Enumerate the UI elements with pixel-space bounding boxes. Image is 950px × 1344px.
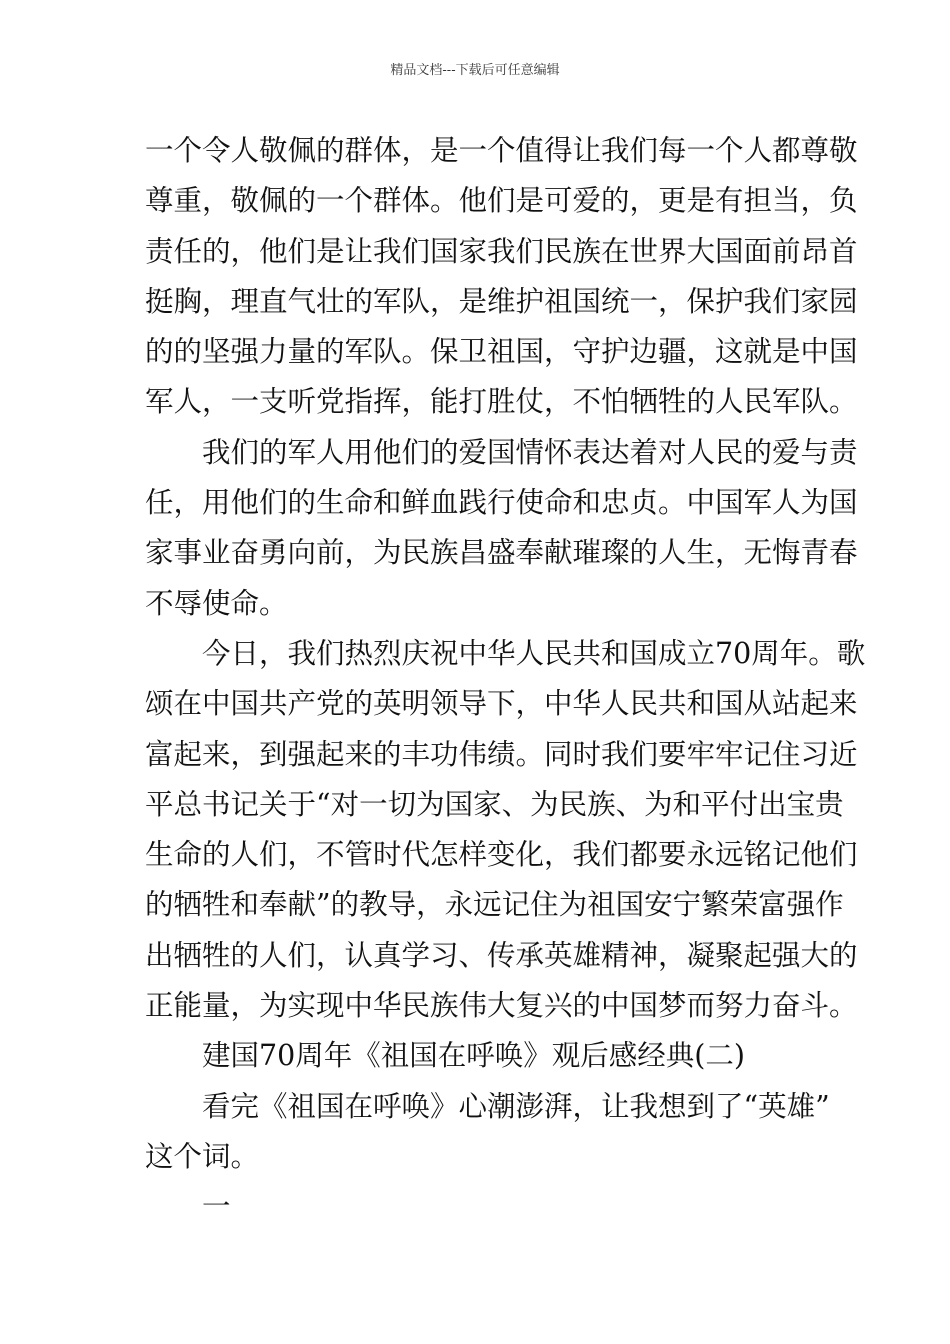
text-line: 军人，一支听党指挥，能打胜仗，不怕牺牲的人民军队。: [145, 385, 858, 419]
text-line: 平总书记关于“对一切为国家、为民族、为和平付出宝贵: [145, 787, 844, 821]
paragraph-first-line: 一: [202, 1190, 231, 1224]
paragraph-first-line: 看完《祖国在呼唤》心潮澎湃，让我想到了“英雄”: [202, 1089, 830, 1123]
text-line: 挺胸，理直气壮的军队，是维护祖国统一，保护我们家园: [145, 284, 858, 318]
text-line: 的牺牲和奉献”的教导，永远记住为祖国安宁繁荣富强作: [145, 888, 844, 922]
text-line: 生命的人们，不管时代怎样变化，我们都要永远铭记他们: [145, 838, 858, 872]
text-line: 出牺牲的人们，认真学习、传承英雄精神，凝聚起强大的: [145, 938, 858, 972]
text-line: 颂在中国共产党的英明领导下，中华人民共和国从站起来: [145, 687, 858, 721]
text-line: 一个令人敬佩的群体，是一个值得让我们每一个人都尊敬: [145, 134, 858, 167]
text-line: 家事业奋勇向前，为民族昌盛奉献璀璨的人生，无悔青春: [145, 536, 858, 570]
page-header: 精品文档---下载后可任意编辑: [390, 63, 560, 78]
text-line: 这个词。: [145, 1139, 260, 1173]
text-line: 责任的，他们是让我们国家我们民族在世界大国面前昂首: [145, 234, 858, 268]
document-body: [145, 126, 866, 1233]
text-line: 任，用他们的生命和鲜血践行使命和忠贞。中国军人为国: [145, 486, 858, 520]
section-heading: 建国70周年《祖国在呼唤》观后感经典(二): [202, 1039, 746, 1073]
paragraph-first-line: 我们的军人用他们的爱国情怀表达着对人民的爱与责: [202, 435, 858, 469]
paragraph-first-line: 今日，我们热烈庆祝中华人民共和国成立70周年。歌: [202, 636, 866, 670]
text-line: 尊重，敬佩的一个群体。他们是可爱的，更是有担当，负: [145, 184, 858, 218]
text-line: 富起来，到强起来的丰功伟绩。同时我们要牢牢记住习近: [145, 737, 858, 771]
text-line: 的的坚强力量的军队。保卫祖国，守护边疆，这就是中国: [145, 335, 858, 369]
text-line: 不辱使命。: [145, 586, 288, 620]
text-line: 正能量，为实现中华民族伟大复兴的中国梦而努力奋斗。: [145, 989, 858, 1023]
